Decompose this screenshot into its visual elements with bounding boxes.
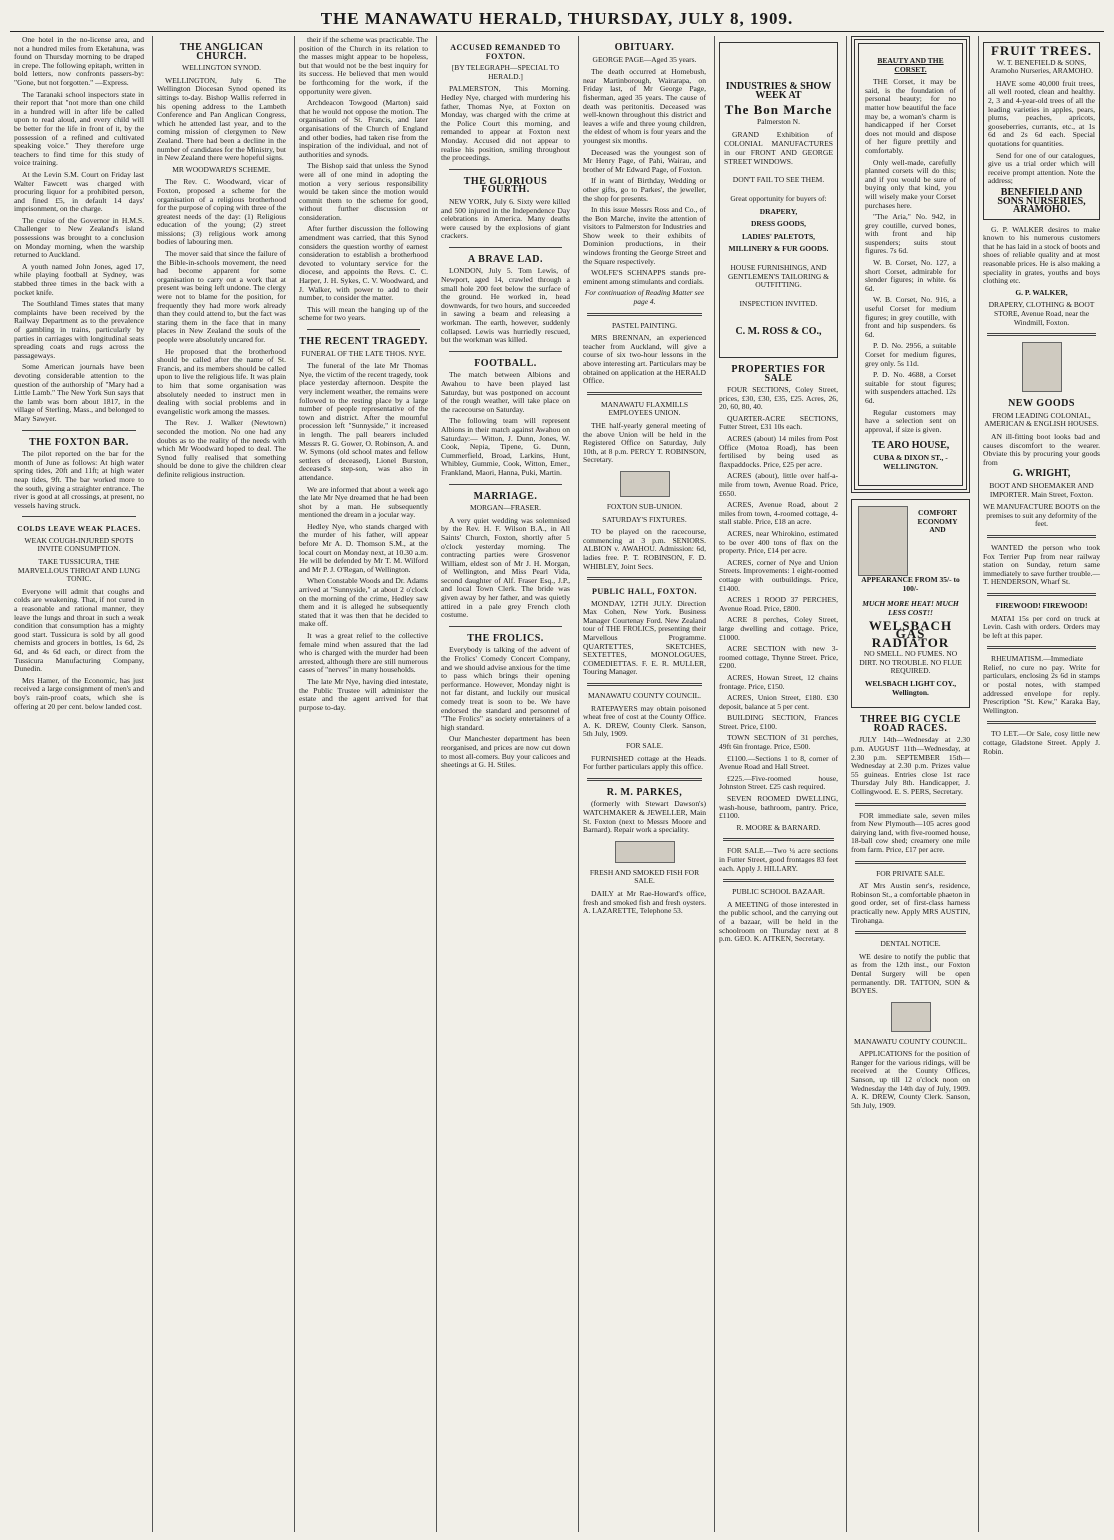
ad-text: WE desire to notify the public that as from the 12th inst., our Foxton Dental Surgery will be open permanently. DR. TATTON, SON & BOYES. bbox=[851, 951, 970, 996]
news-item: their if the scheme was practicable. The position of the Church in its relation to the masses might appear to be hopeless, but that would not be the best inquiry for its success. He believed that men would be forthcoming for the work, if the opportunity were given. bbox=[299, 36, 428, 96]
news-item: The Bishop said that unless the Synod were all of one mind in adopting the motion a very serious responsibility would be taken since the motion would commit them to the scheme for good, without further discussion or consideration. bbox=[299, 161, 428, 222]
ad-heading: FOXTON SUB-UNION. bbox=[606, 501, 683, 511]
news-item: Our Manchester department has been reorganised, and prices are now cut down to most all-comers. Buy your calicoes and sheetings at G. H. Stiles. bbox=[441, 734, 570, 770]
divider bbox=[723, 838, 834, 841]
divider bbox=[987, 593, 1096, 596]
ad-item: W. B. Corset, No. 127, a short Corset, admirable for slender figures; in white. 6s 6d. bbox=[865, 258, 956, 293]
ad-text: HOUSE FURNISHINGS, AND GENTLEMEN'S TAILORING & OUTFITTING. bbox=[727, 262, 830, 290]
ad-text: Everyone will admit that coughs and colds are weakening. That, if not cured in a reasonable and rational manner, they leave the lungs and throat in such a weak condition that consumption has a mighty good start. Tussicura is sold by all good chemists and grocers in bottles, 1s 6d, 2s 6d, and 4s 6d each, or direct from the Tussicura Manufacturing Company, Dunedin. bbox=[14, 586, 144, 674]
ad-text: THE Corset, it may be said, is the foundation of personal beauty; for no matter how beautiful the face may be, a woman's charm is handicapped if her Corset does not mould and dispose of her figure prettily and comfortably. bbox=[865, 77, 956, 155]
ad-subheading: TAKE TUSSICURA, THE MARVELLOUS THROAT AND LUNG TONIC. bbox=[17, 557, 141, 584]
column-4 bbox=[436, 36, 574, 1532]
ad-text: A MEETING of those interested in the public school, and the carrying out of a bazaar, will be held in the schoolroom on Thursday next at 8 p.m. GEO. K. AITKEN, Secretary. bbox=[719, 899, 838, 944]
property-listing: ACRES (about), little over half-a-mile from town, Avenue Road. Price, £650. bbox=[719, 471, 838, 498]
divider bbox=[22, 430, 136, 431]
column-2 bbox=[152, 36, 290, 1532]
ad-text: TO LET.—Or Sale, cosy little new cottage, Gladstone Street. Apply J. Robin. bbox=[983, 729, 1100, 756]
news-item: The Southland Times states that many complaints have been received by the Railway Department as to the prevalence of gambling in trains, particularly by parties in carriages with longitudinal seats spreading coats and rugs across the passageways. bbox=[14, 299, 144, 360]
ad-text: MATAI 15s per cord on truck at Levin. Cash with orders. Orders may be left at this paper. bbox=[983, 613, 1100, 640]
divider bbox=[723, 879, 834, 882]
ad-heading: WELSBACH GAS RADIATOR bbox=[868, 617, 953, 650]
news-item: The Rev. J. Walker (Newtown) seconded the motion. No one had any doubts as to the reality of the needs with which Mr Woodward hoped to deal. The Synod fully realised that something should be done to give the children clear definite religious instruction. bbox=[157, 418, 286, 479]
ad-text: G. P. WALKER desires to make known to his numerous customers that he has laid in a stock of boots and shoes of reliable quality and at most reasonable prices. He is also making a speciality in grates, youths and boys clothing etc. bbox=[983, 224, 1100, 286]
advertiser-name: R. M. PARKES, bbox=[606, 786, 683, 798]
welsbach-ad bbox=[851, 499, 970, 708]
ad-text: MRS BRENNAN, an experienced teacher from Auckland, will give a course of six two-hour lessons in the above interesting art. Particulars may be obtained on application at the HERALD Office. bbox=[583, 333, 706, 386]
advertiser-name: R. MOORE & BARNARD. bbox=[736, 822, 821, 832]
advertiser-name: C. M. ROSS & CO., bbox=[735, 326, 822, 338]
divider bbox=[449, 247, 562, 248]
news-item: The cruise of the Governor in H.M.S. Challenger to New Zealand's island possessions was brought to a conclusion on Monday morning, when the warship returned to Auckland. bbox=[14, 215, 144, 260]
ad-heading: FOR SALE. bbox=[625, 741, 664, 750]
ad-heading: MANAWATU COUNTY COUNCIL. bbox=[853, 1036, 968, 1046]
news-item: Everybody is talking of the advent of the Frolics' Comedy Concert Company, and we should advise anxious for the time to pass which brings their opening performance. However, Monday night is not far distant, and luckily our musical comedy treat is soon to be. We have endorsed the standard and personnel of "The Frolics" as society entertainers of a high standard. bbox=[441, 645, 570, 732]
ad-item: P. D. No. 2956, a suitable Corset for medium figures, grey only. 5s 11d. bbox=[865, 341, 956, 368]
ad-text: HAVE some 40,000 fruit trees, all well rooted, clean and healthy. 2, 3 and 4-year-old trees of all the leading varieties in apples, pears, plums, peaches, apricots, gooseberries, currants, etc., at 1s 6d and 2s 6d each. Special quotations for quantities. bbox=[988, 78, 1095, 148]
divider bbox=[587, 683, 702, 686]
ad-line: DRAPERY, bbox=[759, 206, 798, 216]
column-8 bbox=[978, 36, 1104, 1532]
boot-illustration bbox=[1022, 342, 1062, 392]
advertiser-name: G. P. WALKER, bbox=[1015, 287, 1068, 297]
news-item: Some American journals have been devoting considerable attention to the question of the authorship of "Mary had a Little Lamb." The New York Sun says that the lamb was born about 1817, in the village of Sterling, Mass., and belonged to Mary Sawyer. bbox=[14, 362, 144, 423]
ad-heading: DENTAL NOTICE. bbox=[880, 939, 941, 949]
divider bbox=[987, 333, 1096, 336]
section-heading: THE FOXTON BAR. bbox=[29, 436, 129, 448]
coat-of-arms-illustration bbox=[891, 1002, 931, 1032]
divider bbox=[22, 516, 136, 517]
divider bbox=[449, 484, 562, 485]
news-item: The Taranaki school inspectors state in their report that "not more than one child in a hundred will in after life be called upon to read aloud, and every child will be better for the life in front of it, by the possession of a refined and cultivated speaking voice." They therefore urge teachers to find time for this study of voice training. bbox=[14, 89, 144, 168]
ad-text: COMFORT ECONOMY AND APPEARANCE FROM 35/- to 100/- bbox=[861, 508, 960, 593]
news-item: PALMERSTON, This Morning. Hedley Nye, charged with murdering his father, Thomas Nye, at Foxton on Monday, was charged with the crime at the Police Court this morning, and remanded to appear at Foxton next Monday. Accused did not appear to realise his position, smiling throughout the proceedings. bbox=[441, 84, 570, 163]
ad-text: RHEUMATISM.—Immediate Relief, no cure no pay. Write for particulars, enclosing 2s 6d in stamps or postal notes, with stamped addressed envelope for reply. Prescription "St. Kew," Karaka Bay, Wellington. bbox=[983, 654, 1100, 715]
ad-text: RATEPAYERS may obtain poisoned wheat free of cost at the County Office. A. K. DREW, County Clerk. Sanson, 5th July, 1909. bbox=[583, 703, 706, 739]
news-item: The following team will represent Albions in their match against Awahou on Saturday:— Witton, J. Dunn, Jones, W. Cook, Nepia, Tipene, G. Dunn, Cummerfield, Broad, Larkins, Hunt, Whibley, Gummie, Cook, Witton, Emer., Frankland, Maori, Hanna, Puki, Martin. bbox=[441, 416, 570, 477]
ad-text: AT Mrs Austin senr's, residence, Robinson St., a comfortable phaeton in good order, set of first-class harness practically new. Apply MRS AUSTIN, Tirohanga. bbox=[851, 881, 970, 925]
ad-heading: COLDS LEAVE WEAK PLACES. bbox=[17, 524, 141, 534]
news-item: WOLFE'S SCHNAPPS stands pre-eminent among stimulants and cordials. bbox=[583, 268, 706, 286]
rugby-players-illustration bbox=[620, 471, 670, 497]
news-item: Hedley Nye, who stands charged with the murder of his father, will appear before Mr A. D. Thomson S.M., at the local court on Monday next, at 10.30 a.m. He will be defended by Mr T. M. Wilford and Mr P. J. O'Regan, of Wellington. bbox=[299, 521, 428, 574]
advertiser-address: CUBA & DIXON ST., - WELLINGTON. bbox=[873, 452, 948, 471]
divider bbox=[587, 392, 702, 395]
section-subheading: MR WOODWARD'S SCHEME. bbox=[172, 164, 271, 174]
divider bbox=[987, 721, 1096, 724]
ad-text: FOR SALE.—Two ¼ acre sections in Futter Street, good frontages 83 feet each. Apply J. HILLARY. bbox=[719, 846, 838, 873]
fish-illustration bbox=[615, 841, 675, 863]
section-subheading: FUNERAL OF THE LATE THOS. NYE. bbox=[301, 348, 426, 358]
divider bbox=[855, 861, 966, 864]
ad-heading: BEAUTY AND THE CORSET. bbox=[877, 56, 944, 74]
ad-text: FURNISHED cottage at the Heads. For further particulars apply this office. bbox=[583, 753, 706, 772]
ad-text: TO be played on the racecourse, commencing at 3 p.m. SENIORS. ALBION v. AWAHOU. Admission: 6d, ladies free. P. T. ROBINSON, F. D. WHIBLEY, Joint Secs. bbox=[583, 527, 706, 571]
property-listing: QUARTER-ACRE SECTIONS, Futter Street, £31 10s each. bbox=[719, 413, 838, 432]
news-item: WELLINGTON, July 6. The Wellington Diocesan Synod opened its sittings to-day. Bishop Wallis referred in his opening address to the Lambeth Conference and Pan Anglican Congress, which he attended last year, and to the coming mission of clergymen to New Zealand. There had been a decline in the number of candidates for the Ministry, but in New Zealand there were hopeful signs. bbox=[157, 75, 286, 163]
continuation-note: For continuation of Reading Matter see page 4. bbox=[584, 288, 705, 307]
ad-text: DAILY at Mr Rae-Howard's office, fresh and smoked fish and fresh oysters. A. LAZARETTE, Telephone 53. bbox=[583, 888, 706, 916]
property-listing: SEVEN ROOMED DWELLING, wash-house, bathroom, pantry. Price, £1100. bbox=[719, 794, 838, 821]
news-item: If in want of Birthday, Wedding or other gifts, go to Parkes', the jeweller, the shop for presents. bbox=[583, 176, 706, 203]
section-heading: ACCUSED REMANDED TO FOXTON. bbox=[450, 43, 561, 61]
section-heading: THE RECENT TRAGEDY. bbox=[299, 336, 428, 347]
ad-subheading: WEAK COUGH-INJURED SPOTS INVITE CONSUMPTION. bbox=[24, 535, 134, 554]
section-heading: FOOTBALL. bbox=[474, 357, 537, 369]
news-item: The funeral of the late Mr Thomas Nye, the victim of the recent tragedy, took place yesterday afternoon. Despite the very inclement weather, the remains were followed to the resting place by a large number of people representative of the town and district. After the mournful procession left "Sunnyside," it increased in length. The pall bearers included Messrs R. G. Gower, O. Robinson, A. and W. Symons (old school mates and fellow settlers of deceased), Lionel Burston, deceased's step-son, was also in attendance. bbox=[299, 361, 428, 482]
ad-heading: PUBLIC SCHOOL BAZAAR. bbox=[732, 887, 825, 897]
property-listing: ACRE 8 perches, Coley Street, large dwelling and cottage. Price, £1000. bbox=[719, 615, 838, 642]
property-listing: ACRE SECTION with new 3-roomed cottage, Thynne Street. Price, £200. bbox=[719, 644, 838, 671]
advertiser-name: TE ARO HOUSE, bbox=[871, 440, 950, 452]
ad-line: DRESS GOODS, bbox=[750, 219, 807, 229]
property-listing: TOWN SECTION of 31 perches, 49ft 6in frontage. Price, £500. bbox=[719, 733, 838, 752]
news-item: A youth named John Jones, aged 17, while playing football at Sydney, was stabbed three times in the back with a pocket knife. bbox=[14, 261, 144, 297]
news-item: The mover said that since the failure of the Bible-in-schools movement, the need had become apparent for some organisation to carry out a work that at present was being left undone. The clergy were not to blame for the position, for frequently they had more work already than they could attend to, but the fact was staring them in the face that in many places in New Zealand the souls of the people were absolutely uncared for. bbox=[157, 249, 286, 344]
news-item: A very quiet wedding was solemnised by the Rev. H. F. Wilson B.A., in All Saints' Church, Foxton, shortly after 5 o'clock yesterday morning. The contracting parties were Grosvenor William, eldest son of Mr J. H. Morgan, of Wellington, and Miss Pearl Vida, second daughter of Alf. Fraser Esq., J.P., and local Town Clerk. The bride was given away by her father, and was quietly attired in a pale grey French cloth costume. bbox=[441, 515, 570, 620]
column-7 bbox=[846, 36, 974, 1532]
section-subheading: GEORGE PAGE—Aged 35 years. bbox=[592, 54, 697, 64]
ad-subheading: FROM LEADING COLONIAL, AMERICAN & ENGLISH HOUSES. bbox=[984, 410, 1099, 429]
divider bbox=[855, 803, 966, 806]
advertiser-name: G. WRIGHT, bbox=[1012, 468, 1071, 480]
ad-subheading: W. T. BENEFIELD & SONS, Aramoho Nurseries, ARAMOHO. bbox=[990, 57, 1093, 76]
ad-text: (formerly with Stewart Dawson's) WATCHMAKER & JEWELLER, Main St. Foxton (next to Messrs Moore and Barnard). Repair work a speciality. bbox=[583, 799, 706, 835]
column-3 bbox=[294, 36, 432, 1532]
ad-heading: MANAWATU COUNTY COUNCIL. bbox=[587, 691, 702, 701]
ad-text: Regular customers may have a selection sent on approval, if size is given. bbox=[865, 407, 956, 434]
section-heading: THREE BIG CYCLE ROAD RACES. bbox=[860, 714, 961, 734]
advertiser-name: WELSBACH LIGHT COY., Wellington. bbox=[864, 679, 957, 697]
ad-text: Palmerston N. bbox=[757, 116, 800, 126]
divider bbox=[987, 646, 1096, 649]
ad-text: Only well-made, carefully planned corsets will do this; and if you would be sure of buying only that kind, you will wisely make your Corset purchases here. bbox=[865, 157, 956, 210]
property-listing: ACRES, Howan Street, 12 chains frontage. Price, £150. bbox=[719, 672, 838, 691]
news-item: LONDON, July 5. Tom Lewis, of Newport, aged 14, crawled through a small hole 200 feet below the surface of the ground. He worked in, head downwards, for two hours, and succeeded in sawing a beam and releasing a workman. The earth, however, suddenly collapsed. Lewis was hurriedly rescued, but the workman was killed. bbox=[441, 266, 570, 345]
ad-text: JULY 14th—Wednesday at 2.30 p.m. AUGUST 11th—Wednesday, at 2.30 p.m. SEPTEMBER 15th—Wednesday at 2.30 p.m. Prizes value 55 guineas. Entries close 1st race Thursday July 8th. Handicapper, J. Collingwood. E. S. PERS, Secretary. bbox=[851, 735, 970, 796]
column-5 bbox=[578, 36, 710, 1532]
ad-subheading: SATURDAY'S FIXTURES. bbox=[602, 514, 687, 524]
ad-text: DON'T FAIL TO SEE THEM. bbox=[732, 175, 825, 185]
ad-text: FOR immediate sale, seven miles from New Plymouth—105 acres good dairying land, with five-roomed house, 18-ball cow shed; creamery one mile from farm. Price, £17 per acre. bbox=[851, 810, 970, 854]
ad-text: Send for one of our catalogues, give us a trial order which will receive prompt attention. Note the address; bbox=[988, 150, 1095, 186]
property-listing: FOUR SECTIONS, Coley Street, prices, £30, £30, £35, £25. Acres, 26, 20, 60, 80, 40. bbox=[719, 385, 838, 412]
ad-heading: MANAWATU FLAXMILLS EMPLOYEES UNION. bbox=[600, 399, 689, 418]
ad-line: MILLINERY & FUR GOODS. bbox=[728, 244, 829, 254]
property-listing: BUILDING SECTION, Frances Street. Price, £100. bbox=[719, 713, 838, 731]
news-item: The pilot reported on the bar for the month of June as follows: At high water spring tides, 20ft and 11ft; at high water neap tides, 9ft. The bar worked more to the south, giving a straighter entrance. The river is good at all crossings, at present, no vessels having struck. bbox=[14, 449, 144, 510]
divider bbox=[449, 351, 562, 352]
divider bbox=[449, 626, 562, 627]
section-heading: PROPERTIES FOR SALE bbox=[731, 363, 826, 384]
divider bbox=[587, 577, 702, 580]
section-heading: THE ANGLICAN CHURCH. bbox=[179, 42, 264, 62]
masthead: THE MANAWATU HERALD, THURSDAY, JULY 8, 1909. bbox=[10, 6, 1104, 32]
property-listing: ACRES, Avenue Road, about 2 miles from town, 4-roomed cottage, 4-stall stable. Price, £18 an acre. bbox=[719, 500, 838, 527]
ad-item: "The Aria," No. 942, in grey coutille, curved bones, with front and hip suspenders; suits stout figures. 7s 6d. bbox=[865, 212, 956, 256]
news-item: NEW YORK, July 6. Sixty were killed and 500 injured in the Independence Day celebrations in America. Many deaths were caused by the explosions of giant crackers. bbox=[441, 196, 570, 241]
ad-text: WE MANUFACTURE BOOTS on the premises to suit any deformity of the feet. bbox=[983, 502, 1100, 529]
ad-heading: FIREWOOD! FIREWOOD! bbox=[995, 600, 1088, 610]
divider bbox=[307, 329, 420, 330]
news-item: It was a great relief to the collective female mind when assured that the lad who is charged with the murder had been arrested, although there are still numerous cases of "nerves" in many households. bbox=[299, 631, 428, 675]
news-item: One hotel in the no-license area, and not a hundred miles from Eketahuna, was found on Thursday morning to be draped in crepe. The following epitaph, written in bold letters, now confronts passers-by: "Gone, but not forgotten." —Express. bbox=[14, 36, 144, 87]
news-item: At the Levin S.M. Court on Friday last Walter Fawcett was charged with procuring liquor for a prohibited person, and fined £5, in default 14 days' imprisonment, on the charge. bbox=[14, 169, 144, 214]
property-listing: ACRES (about) 14 miles from Post Office (Motoa Road), has been fertilised by being used as flaxpaddocks. Price, £25 per acre. bbox=[719, 434, 838, 469]
property-listing: ACRES, corner of Nye and Union Streets. Improvements: 1 eight-roomed cottage with outbuildings. Price, £1400. bbox=[719, 557, 838, 593]
ad-item: P. D. No. 4688, a Corset suitable for stout figures; with suspenders attached. 12s 6d. bbox=[865, 370, 956, 405]
news-item: When Constable Woods and Dr. Adams arrived at "Sunnyside," at about 2 o'clock on the morning of the crime, Hedley saw them and it is alleged he subsequently stated that it was then that he decided to make off. bbox=[299, 576, 428, 629]
news-item: Mrs Hamer, of the Economic, has just received a large consignment of men's and boy's rain-proof coats, which she is offering at 20 per cent. below landed cost. bbox=[14, 675, 144, 711]
ad-heading: FRESH AND SMOKED FISH FOR SALE. bbox=[589, 867, 700, 886]
section-subheading: [BY TELEGRAPH—SPECIAL TO HERALD.] bbox=[451, 63, 560, 81]
news-item: Deceased was the youngest son of Mr Henry Page, of Pahi, Wairau, and brother of Mr Edward Page, of Foxton. bbox=[583, 147, 706, 174]
ad-heading: PUBLIC HALL, FOXTON. bbox=[592, 587, 697, 597]
divider bbox=[987, 535, 1096, 538]
ad-item: W. B. Corset, No. 916, a useful Corset for medium figures; in grey coutille, with front and hip suspenders. 6s 6d. bbox=[865, 295, 956, 339]
property-listing: ACRES 1 ROOD 37 PERCHES, Avenue Road. Price, £800. bbox=[719, 595, 838, 613]
bon-marche-ad bbox=[719, 42, 838, 358]
ad-text: NO SMELL. NO FUMES. NO DIRT. NO TROUBLE. NO FLUE REQUIRED. bbox=[859, 649, 962, 676]
news-item: After further discussion the following amendment was carried, that this Synod considers the question worthy of earnest consideration to establish a brotherhood devoted to voluntary service for the diocese, and appoints the Revs. C. C. Harper, J. H. Sykes, C. V. Woodward, and J. Walker, with power to add to their number, to consider the matter. bbox=[299, 224, 428, 303]
ad-text: WANTED the person who took Fox Terrier Pup from near railway station on Sunday, return same immediately to save further trouble.—T. HENDERSON, Wharf St. bbox=[983, 542, 1100, 587]
section-heading: A BRAVE LAD. bbox=[468, 253, 543, 265]
news-item: The Rev. C. Woodward, vicar of Foxton, proposed a scheme for the organisation of a religious brotherhood for the purpose of coping with three of the greatest needs of the day: (1) Religious education of the young; (2) street missions; (3) religious work among bodies of labouring men. bbox=[157, 177, 286, 247]
ad-line: LADIES' PALETOTS, bbox=[741, 231, 816, 241]
section-heading: THE FROLICS. bbox=[467, 632, 544, 644]
advertiser-name: The Bon Marche bbox=[724, 102, 833, 118]
ad-heading: INDUSTRIES & SHOW WEEK AT bbox=[725, 81, 832, 101]
section-heading: MARRIAGE. bbox=[473, 490, 538, 502]
section-heading: OBITUARY. bbox=[614, 42, 675, 53]
advertiser-address: DRAPERY, CLOTHING & BOOT STORE, Avenue Road, near the Windmill, Foxton. bbox=[988, 300, 1095, 327]
news-item: The death occurred at Homebush, near Martinborough, Wairarapa, on Friday last, of Mr George Page, fisherman, aged 35 years. The cause of death was peritonitis. Deceased was well-known throughout this district and leaves a wife and three young children, the eldest of whom is four years and the youngest six months. bbox=[583, 67, 706, 145]
news-item: We are informed that about a week ago the late Mr Nye dreamed that he had been shot by a man. He subsequently mentioned the dream in a jocular way. bbox=[299, 484, 428, 520]
section-heading: THE GLORIOUS FOURTH. bbox=[463, 175, 548, 196]
ad-text: INSPECTION INVITED. bbox=[739, 298, 818, 308]
advertiser-name: BENEFIELD AND SONS NURSERIES, ARAMOHO. bbox=[997, 186, 1086, 216]
divider bbox=[855, 931, 966, 934]
property-listing: £225.—Five-roomed house, Johnston Street. £25 cash required. bbox=[719, 773, 838, 792]
ad-heading: PASTEL PAINTING. bbox=[611, 320, 677, 330]
ad-text: AN ill-fitting boot looks bad and causes discomfort to the wearer. Obviate this by procuring your goods from bbox=[983, 432, 1100, 467]
news-item: Archdeacon Towgood (Marton) said that he would not oppose the motion. The organisation of St. Francis, and later organisations of the Church of England and other bodies, had taken rise from the inspiration of the individual, and not of authorities and synods. bbox=[299, 98, 428, 159]
ad-heading: NEW GOODS bbox=[1008, 398, 1075, 410]
property-listing: ACRES, Union Street, £180. £30 deposit, balance at 5 per cent. bbox=[719, 693, 838, 711]
divider bbox=[587, 778, 702, 781]
ad-text: GRAND Exhibition of COLONIAL MANUFACTURES in our FRONT AND GEORGE STREET WINDOWS. bbox=[724, 130, 833, 167]
column-6 bbox=[714, 36, 842, 1532]
ad-text: MUCH MORE HEAT! MUCH LESS COST!! bbox=[862, 599, 959, 617]
radiator-illustration bbox=[858, 506, 908, 576]
corset-ad bbox=[851, 36, 970, 493]
ad-text: APPLICATIONS for the position of Ranger for the various ridings, will be received at the County Offices, Sanson, up till 12 o'clock noon on Wednesday the 14th day of July, 1909. A. K. DREW, County Clerk. Sanson, 5th July, 1909. bbox=[851, 1049, 970, 1110]
property-listing: £1100.—Sections 1 to 8, corner of Avenue Road and Hall Street. bbox=[719, 753, 838, 772]
divider bbox=[449, 169, 562, 170]
news-item: The late Mr Nye, having died intestate, the Public Trustee will administer the estate and the agent arrived for that purpose to-day. bbox=[299, 676, 428, 712]
section-subheading: WELLINGTON SYNOD. bbox=[181, 63, 262, 73]
news-item: He proposed that the brotherhood should be called after the name of St. Francis, and its members should be called upon to live the religious life. It was plain to him that some organisation was absolutely needed to instruct men in dealing with social problems and in evangelistic work among the masses. bbox=[157, 346, 286, 416]
ad-heading: FRUIT TREES. bbox=[990, 43, 1093, 58]
ad-text: MONDAY, 12TH JULY. Direction Max Cohen, New York. Business Manager Courtenay Ford. New Zealand tour of THE FROLICS, presenting their Marvellous Programme. QUARTETTES, SKETCHES, SEXTETTES, MONOLOGUES, COMEDIETTAS. F. E. R. MULLER, Touring Manager. bbox=[583, 598, 706, 677]
fruit-trees-ad bbox=[983, 42, 1100, 220]
news-item: The match between Albions and Awahou to have been played last Saturday, but was postponed on account of the rough weather, will take place on the racecourse on Saturday. bbox=[441, 370, 570, 414]
ad-text: THE half-yearly general meeting of the above Union will be held in the Registered Office on Saturday, July 10th, at 8 p.m. PERCY T. ROBINSON, Secretary. bbox=[583, 420, 706, 465]
ad-heading: FOR PRIVATE SALE. bbox=[876, 868, 945, 878]
ad-text: Great opportunity for buyers of: bbox=[730, 193, 827, 203]
news-item: This will mean the hanging up of the scheme for two years. bbox=[299, 304, 428, 323]
property-listing: ACRES, near Whirokino, estimated to be over 400 tons of flax on the property. Price, £14 per acre. bbox=[719, 529, 838, 556]
divider bbox=[587, 313, 702, 316]
advertiser-address: BOOT AND SHOEMAKER AND IMPORTER. Main Street, Foxton. bbox=[989, 480, 1094, 499]
column-1 bbox=[10, 36, 148, 1532]
section-subheading: MORGAN—FRASER. bbox=[469, 503, 542, 513]
news-item: In this issue Messrs Ross and Co., of the Bon Marche, invite the attention of visitors to Palmerston for Industries and Show week to their exhibits of Dominion productions, in their windows fronting the George Street and the Square respectively. bbox=[583, 205, 706, 266]
